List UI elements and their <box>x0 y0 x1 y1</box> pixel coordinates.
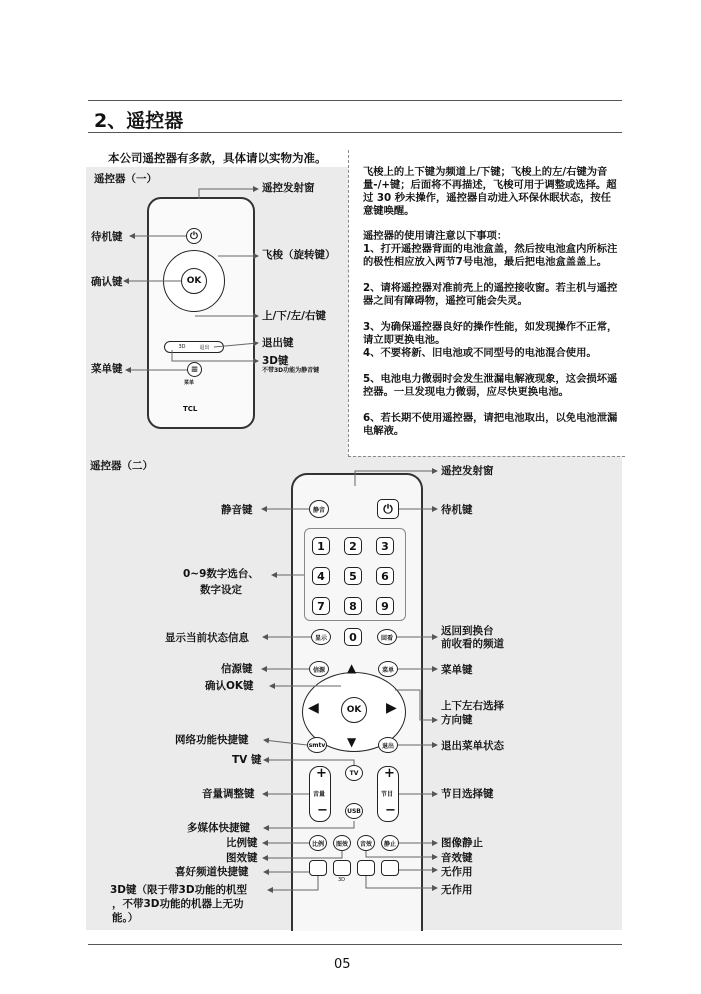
remote2-mute-button[interactable]: 静音 <box>309 500 329 518</box>
remote2-sound-button[interactable]: 音效 <box>357 835 375 851</box>
r1-label-3d: 3D键 <box>262 355 289 367</box>
remote1-ok-button[interactable]: OK <box>181 268 207 294</box>
r1-label-3d-note: 不带3D功能为静音键 <box>262 367 320 374</box>
r2-label-3d-3: 能。） <box>112 912 139 924</box>
r2-label-nouse-1: 无作用 <box>441 866 473 878</box>
r2-label-ir: 遥控发射窗 <box>441 465 494 477</box>
remote2-ok-button[interactable]: OK <box>341 697 367 723</box>
remote2-return-button[interactable]: 回看 <box>377 629 397 645</box>
intro-text: 本公司遥控器有多款，具体请以实物为准。 <box>108 151 327 165</box>
remote1-3d-text: 3D <box>178 344 186 350</box>
r1-label-fly: 飞梭（旋转键） <box>262 249 336 261</box>
remote1-power-icon[interactable]: ⏻ <box>186 228 202 244</box>
remote2-ratio-button[interactable]: 比例 <box>309 835 327 851</box>
remote2-heading: 遥控器（二） <box>90 460 153 472</box>
program-minus-icon: − <box>385 803 396 818</box>
volume-minus-icon: − <box>317 803 328 818</box>
digit-0-button[interactable]: 0 <box>344 628 362 646</box>
digit-4-button[interactable]: 4 <box>312 567 330 585</box>
r2-label-program: 节目选择键 <box>441 788 494 800</box>
remote2-menu-button[interactable]: 菜单 <box>378 661 398 677</box>
remote2-3d-text: 3D <box>338 877 346 883</box>
digit-1-button[interactable]: 1 <box>312 537 330 555</box>
r1-line-3d <box>172 350 258 361</box>
note-item-3: 3、为确保遥控器良好的操作性能，如发现操作不正常，请立即更换电池。 <box>363 321 618 346</box>
remote1-exit-text: 退出 <box>199 344 210 351</box>
remote2-smart-button[interactable]: smtv <box>307 737 327 753</box>
r2-label-ratio: 比例键 <box>226 837 258 849</box>
note-item-2: 2、请将遥控器对准前壳上的遥控接收窗。若主机与遥控器之间有障碍物，遥控可能会失灵。 <box>363 282 618 307</box>
remote2-power-icon[interactable]: ⏻ <box>377 499 399 519</box>
r2-line-ir <box>355 471 437 486</box>
remote1-menu-text: 菜单 <box>184 380 195 386</box>
remote2-usb-button[interactable]: USB <box>345 803 363 819</box>
program-text: 节目 <box>381 791 394 798</box>
remote2-exit-button[interactable]: 退出 <box>378 737 398 753</box>
r2-label-dir-2: 方向键 <box>441 714 473 726</box>
r2-label-favorite: 喜好频道快捷键 <box>175 866 249 878</box>
r2-label-3d-1: 3D键（限于带3D功能的机型 <box>110 884 248 896</box>
remote1-heading: 遥控器（一） <box>94 173 157 185</box>
remote2-picture-button[interactable]: 图效 <box>333 835 351 851</box>
r2-label-tv: TV 键 <box>232 754 262 766</box>
r2-label-volume: 音量调整键 <box>202 788 255 800</box>
r2-line-dir <box>395 690 437 720</box>
remote2-display-button[interactable]: 显示 <box>311 629 331 645</box>
r2-label-network: 网络功能快捷键 <box>175 734 249 746</box>
r2-label-picture: 图效键 <box>226 852 258 864</box>
r1-label-standby: 待机键 <box>91 231 123 243</box>
r2-line-tv <box>264 760 354 765</box>
r2-label-digits-1: 0~9数字选台、 <box>183 568 259 580</box>
usage-title: 遥控器的使用请注意以下事项： <box>363 230 508 242</box>
r2-label-3d-2: ，不带3D功能的机器上无功 <box>112 898 244 910</box>
digit-9-button[interactable]: 9 <box>376 597 394 615</box>
note-item-1: 1、打开遥控器背面的电池盒盖，然后按电池盒内所标注的极性相应放入两节7号电池，最后把电池盒盖盖上。 <box>363 243 618 268</box>
volume-plus-icon: + <box>316 766 327 781</box>
r2-line-nouse2 <box>366 876 437 888</box>
remote2-tv-button[interactable]: TV <box>345 765 363 781</box>
digit-5-button[interactable]: 5 <box>344 567 362 585</box>
r2-label-source: 信源键 <box>221 663 253 675</box>
fly-description: 飞梭上的上下键为频道上/下键；飞梭上的左/右键为音量-/+键；后面将不再描述，飞梭可用于调整或选择。超过 30 秒未操作，遥控器自动进入环保休眠状态，按任意键唤醒。 <box>363 166 617 217</box>
remote2-freeze-button[interactable]: 静止 <box>381 835 399 851</box>
r2-label-menu: 菜单键 <box>441 664 473 676</box>
r2-label-mute: 静音键 <box>221 504 253 516</box>
remote1-menu-icon[interactable]: ≡ <box>187 362 202 377</box>
dpad-left-icon[interactable]: ◀ <box>308 700 319 716</box>
remote1-brand: TCL <box>183 405 198 413</box>
r2-label-dir-1: 上下左右选择 <box>441 700 504 712</box>
r1-label-ir: 遥控发射窗 <box>262 182 315 194</box>
r2-line-picture <box>263 851 342 858</box>
r2-label-nouse-2: 无作用 <box>441 884 473 896</box>
note-item-4: 4、不要将新、旧电池或不同型号的电池混合使用。 <box>363 347 597 359</box>
note-item-6: 6、若长期不使用遥控器，请把电池取出，以免电池泄漏电解液。 <box>363 412 618 437</box>
bottom-rule <box>88 944 622 945</box>
digit-2-button[interactable]: 2 <box>344 537 362 555</box>
r2-label-return-1: 返回到换台 <box>441 625 494 637</box>
r2-line-sound <box>366 851 437 857</box>
r1-line-ir <box>199 189 258 199</box>
r2-label-exit: 退出菜单状态 <box>441 740 504 752</box>
digit-3-button[interactable]: 3 <box>376 537 394 555</box>
dpad-up-icon[interactable]: ▲ <box>347 661 357 675</box>
dpad-right-icon[interactable]: ▶ <box>386 700 397 716</box>
r2-line-network <box>264 740 307 745</box>
r1-line-exit <box>214 343 258 347</box>
program-plus-icon: + <box>384 766 395 781</box>
digit-7-button[interactable]: 7 <box>312 597 330 615</box>
r2-line-3d <box>268 876 318 890</box>
r2-label-digits-2: 数字设定 <box>200 584 242 596</box>
remote2-source-button[interactable]: 信源 <box>309 661 329 677</box>
r2-label-sound: 音效键 <box>441 852 473 864</box>
note-item-5: 5、电池电力微弱时会发生泄漏电解液现象，这会损坏遥控器。一旦发现电力微弱，应尽快更换电池。 <box>363 373 618 398</box>
r1-label-ok: 确认键 <box>91 276 123 288</box>
r2-label-display: 显示当前状态信息 <box>165 632 249 644</box>
dpad-down-icon[interactable]: ▼ <box>347 735 357 749</box>
r2-label-standby: 待机键 <box>441 504 473 516</box>
page-number: 05 <box>334 957 351 972</box>
r1-label-menu: 菜单键 <box>91 363 123 375</box>
r2-line-media <box>264 821 354 828</box>
r2-label-media: 多媒体快捷键 <box>187 822 250 834</box>
r2-label-freeze: 图像静止 <box>441 837 483 849</box>
volume-text: 音量 <box>313 791 326 798</box>
r2-label-ok: 确认OK键 <box>205 680 254 692</box>
r1-label-dir: 上/下/左/右键 <box>262 310 327 322</box>
r2-label-return-2: 前收看的频道 <box>441 638 504 650</box>
section-title: 2、遥控器 <box>94 110 184 132</box>
r1-label-exit: 退出键 <box>262 337 294 349</box>
digit-8-button[interactable]: 8 <box>344 597 362 615</box>
digit-6-button[interactable]: 6 <box>376 567 394 585</box>
